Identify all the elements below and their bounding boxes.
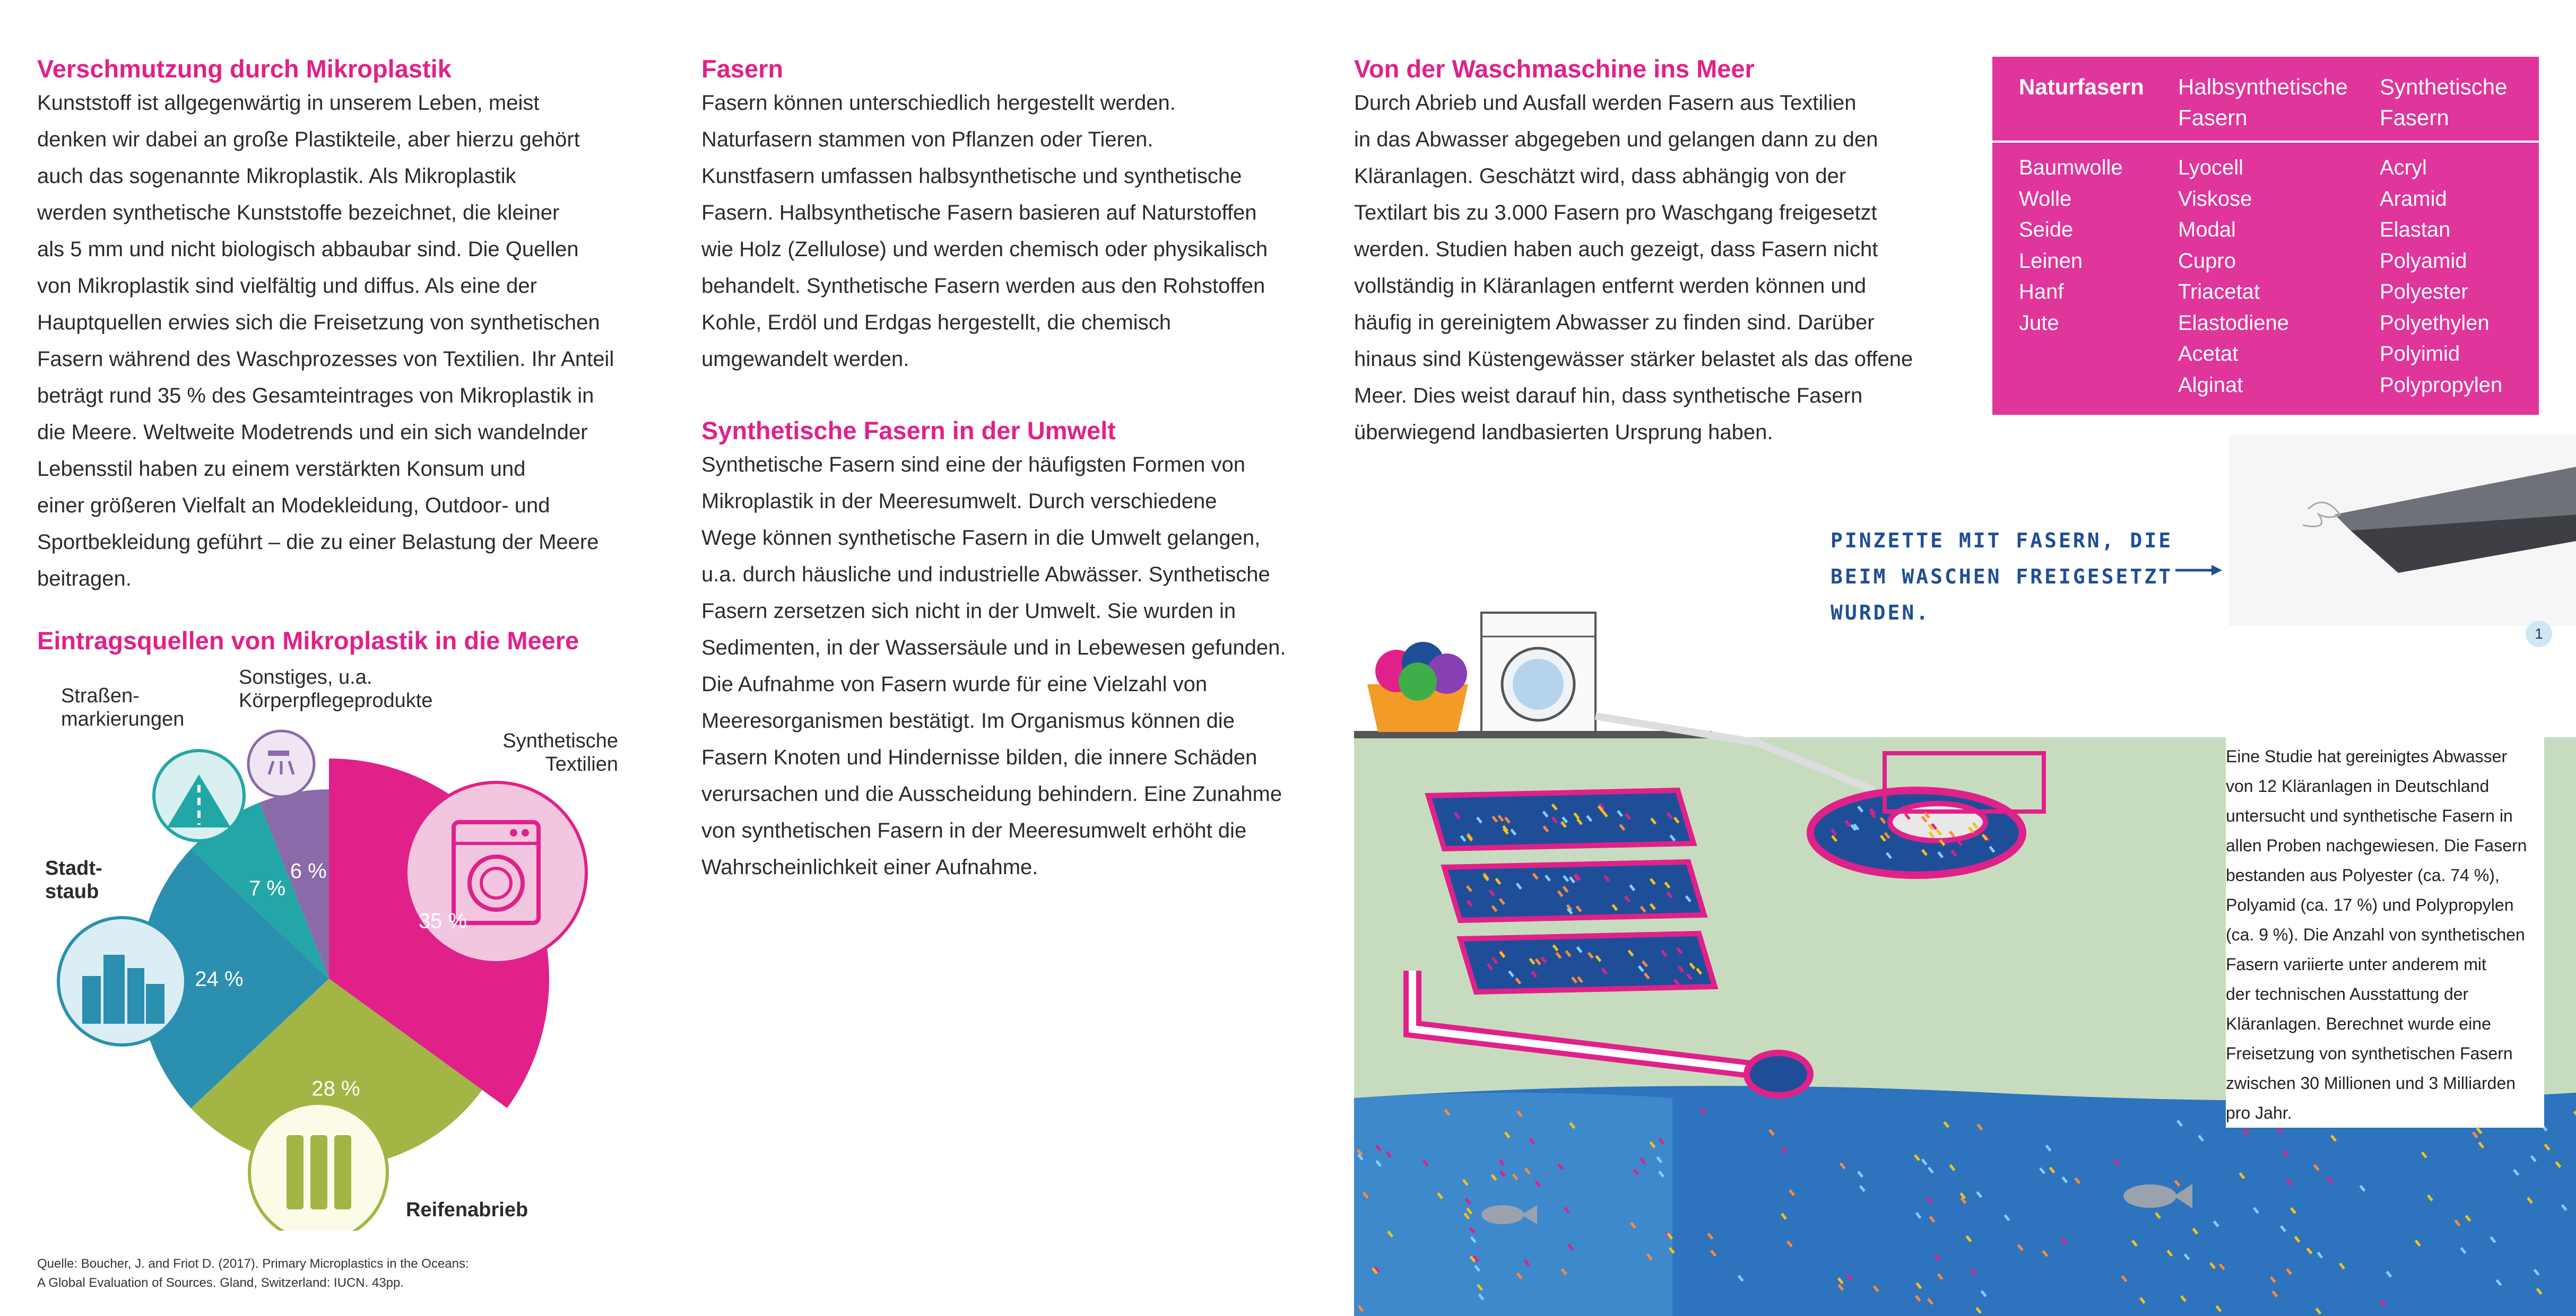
fiber-item: Baumwolle <box>2019 156 2123 179</box>
text-washer: Durch Abrieb und Ausfall werden Fasern aus Textilien in das Abwasser abgegeben und gelangen dann zu den Kläranlagen. Geschätzt wird, dass abhängig von der Textilart bis zu 3.000 Fasern pro Waschgang freigesetzt werden. Studien haben auch gezeigt, dass Fasern nicht vollständig in Kläranlagen entfernt werden können und häufig in gereinigtem Abwasser zu finden sind. Darüber hinaus sind Küstengewässer stärker belastet als das offene Meer. Dies weist darauf hin, dass synthetische Fasern überwiegend landbasierten Ursprung haben. <box>1354 91 1913 444</box>
tweezer-caption: PINZETTE MIT FASERN, DIE BEIM WASCHEN FREIGESETZT WURDEN. <box>1831 529 2173 624</box>
fiber-item: Wolle <box>2019 187 2072 211</box>
fiber-item: Polyester <box>2380 280 2468 303</box>
fiber-item: Polypropylen <box>2380 373 2503 397</box>
table-divider <box>1992 141 2539 143</box>
fiber-table <box>1992 57 2539 415</box>
pie-slice-label: 6 % <box>290 859 327 883</box>
study-note: Eine Studie hat gereinigtes Abwasser von 12 Kläranlagen in Deutschland untersucht und synthetische Fasern in allen Proben nachgewiesen. Die Fasern bestanden aus Polyester (ca. 74 %), Polyamid (ca. 17 %) und Polypropylen (ca. 9 %). Die Anzahl von synthetischen Fasern variierte unter anderem mit der technischen Ausstattung der Kläranlagen. Berechnet wurde eine Freisetzung von synthetischen Fasern zwischen 30 Millionen und 3 Milliarden pro Jahr. <box>2226 737 2544 1128</box>
road-icon <box>154 751 244 841</box>
washing-machine-icon <box>1481 613 1595 732</box>
heading-sources-chart: Eintragsquellen von Mikroplastik in die Meere <box>37 626 579 655</box>
fiber-item: Viskose <box>2178 187 2252 211</box>
text-pollution: Kunststoff ist allgegenwärtig in unserem Leben, meist denken wir dabei an große Plastikteile, aber hierzu gehört auch das sogenannte Mikroplastik. Als Mikroplastik werden synthetische Kunststoffe bezeichnet, die kleiner als 5 mm und nicht biologisch abbaubar sind. Die Quellen von Mikroplastik sind vielfältig und diffus. Als eine der Hauptquellen erwies sich die Freisetzung von synthetischen Fasern während des Waschprozesses von Textilien. Ihr Anteil beträgt rund 35 % des Gesamteintrages von Mikroplastik in die Meere. Weltweite Modetrends und ein sich wandelnder Lebensstil haben zu einem verstärkten Konsum und einer größeren Vielfalt an Modekleidung, Outdoor- und Sportbekleidung geführt – die zu einer Belastung der Meere beitragen. <box>37 91 614 590</box>
fiber-item: Jute <box>2019 311 2059 335</box>
column-fibers <box>701 53 1306 886</box>
label-other: Sonstiges, u.a. Körperpflegeprodukte <box>239 666 433 712</box>
fiber-item: Lyocell <box>2178 156 2244 179</box>
fiber-item: Aramid <box>2380 187 2447 211</box>
header-semi: Halbsynthetische Fasern <box>2178 74 2348 130</box>
pie-slice-label: 7 % <box>249 876 286 900</box>
list-semi <box>2178 152 2289 400</box>
pie-slice-label: 24 % <box>195 968 244 991</box>
pie-slice-label: 28 % <box>311 1077 360 1101</box>
fiber-item: Leinen <box>2019 249 2083 273</box>
fiber-item: Alginat <box>2178 373 2243 397</box>
heading-pollution: Verschmutzung durch Mikroplastik <box>37 55 452 83</box>
heading-washer: Von der Waschmaschine ins Meer <box>1354 55 1755 83</box>
label-city-dust: Stadt- staub <box>45 857 102 903</box>
list-natural <box>2019 152 2123 338</box>
fiber-item: Acetat <box>2178 342 2239 365</box>
list-synthetic <box>2380 152 2502 400</box>
fiber-item: Polyimid <box>2380 342 2460 365</box>
fiber-item: Polyethylen <box>2380 311 2490 335</box>
header-natural: Naturfasern <box>2019 74 2144 99</box>
text-environment: Synthetische Fasern sind eine der häufigsten Formen von Mikroplastik in der Meeresumwelt. Durch verschiedene Wege können synthetische Fasern in die Umwelt gelangen, u.a. durch häusliche und industrielle Abwässer. Synthetische Fasern zersetzen sich nicht in der Umwelt. Sie wurden in Sedimenten, in der Wassersäule und in Lebewesen gefunden. Die Aufnahme von Fasern wurde für eine Vielzahl von Meeresorganismen bestätigt. Im Organismus können die Fasern Knoten und Hindernisse bilden, die innere Schäden verursachen und die Ausscheidung behindern. Eine Zunahme von synthetischen Fasern in der Meeresumwelt erhöht die Wahrscheinlichkeit einer Aufnahme. <box>701 453 1286 879</box>
shower-icon <box>248 731 314 797</box>
label-tires: Reifenabrieb <box>406 1199 528 1221</box>
fiber-item: Cupro <box>2178 249 2236 273</box>
fiber-item: Polyamid <box>2380 249 2467 273</box>
column-pollution <box>37 53 642 657</box>
sources-pie-chart <box>32 615 618 1231</box>
header-synthetic: Synthetische Fasern <box>2380 74 2508 130</box>
fiber-item: Elastodiene <box>2178 311 2289 335</box>
label-road-markings: Straßen- markierungen <box>61 685 185 730</box>
fiber-item: Modal <box>2178 218 2236 241</box>
city-icon <box>58 918 186 1045</box>
fiber-item: Seide <box>2019 218 2074 241</box>
fiber-item: Triacetat <box>2178 280 2260 303</box>
label-synthetic-textiles: Synthetische Textilien <box>502 730 618 775</box>
chart-source: Quelle: Boucher, J. and Friot D. (2017). Primary Microplastics in the Oceans: A Global Evaluation of Sources. Gland, Switzerland: IUCN. 43pp. <box>37 1257 469 1290</box>
photo-number: 1 <box>2526 621 2552 647</box>
laundry-basket-icon <box>1367 642 1468 732</box>
text-fibers: Fasern können unterschiedlich hergestellt werden. Naturfasern stammen von Pflanzen oder Tieren. Kunstfasern umfassen halbsynthetische und synthetische Fasern. Halbsynthetische Fasern basieren auf Naturstoffen wie Holz (Zellulose) und werden chemisch oder physikalisch behandelt. Synthetische Fasern werden aus den Rohstoffen Kohle, Erdöl und Erdgas hergestellt, die chemisch umgewandelt werden. <box>701 91 1268 371</box>
heading-environment: Synthetische Fasern in der Umwelt <box>701 416 1116 445</box>
fiber-item: Acryl <box>2380 156 2427 179</box>
fiber-item: Hanf <box>2019 280 2064 303</box>
column-washer <box>1354 53 1938 451</box>
washing-machine-icon <box>406 782 586 963</box>
pie-slice-label: 35 % <box>418 909 467 933</box>
tire-icon <box>249 1103 387 1231</box>
heading-fibers: Fasern <box>701 55 784 83</box>
fiber-item: Elastan <box>2380 218 2451 241</box>
